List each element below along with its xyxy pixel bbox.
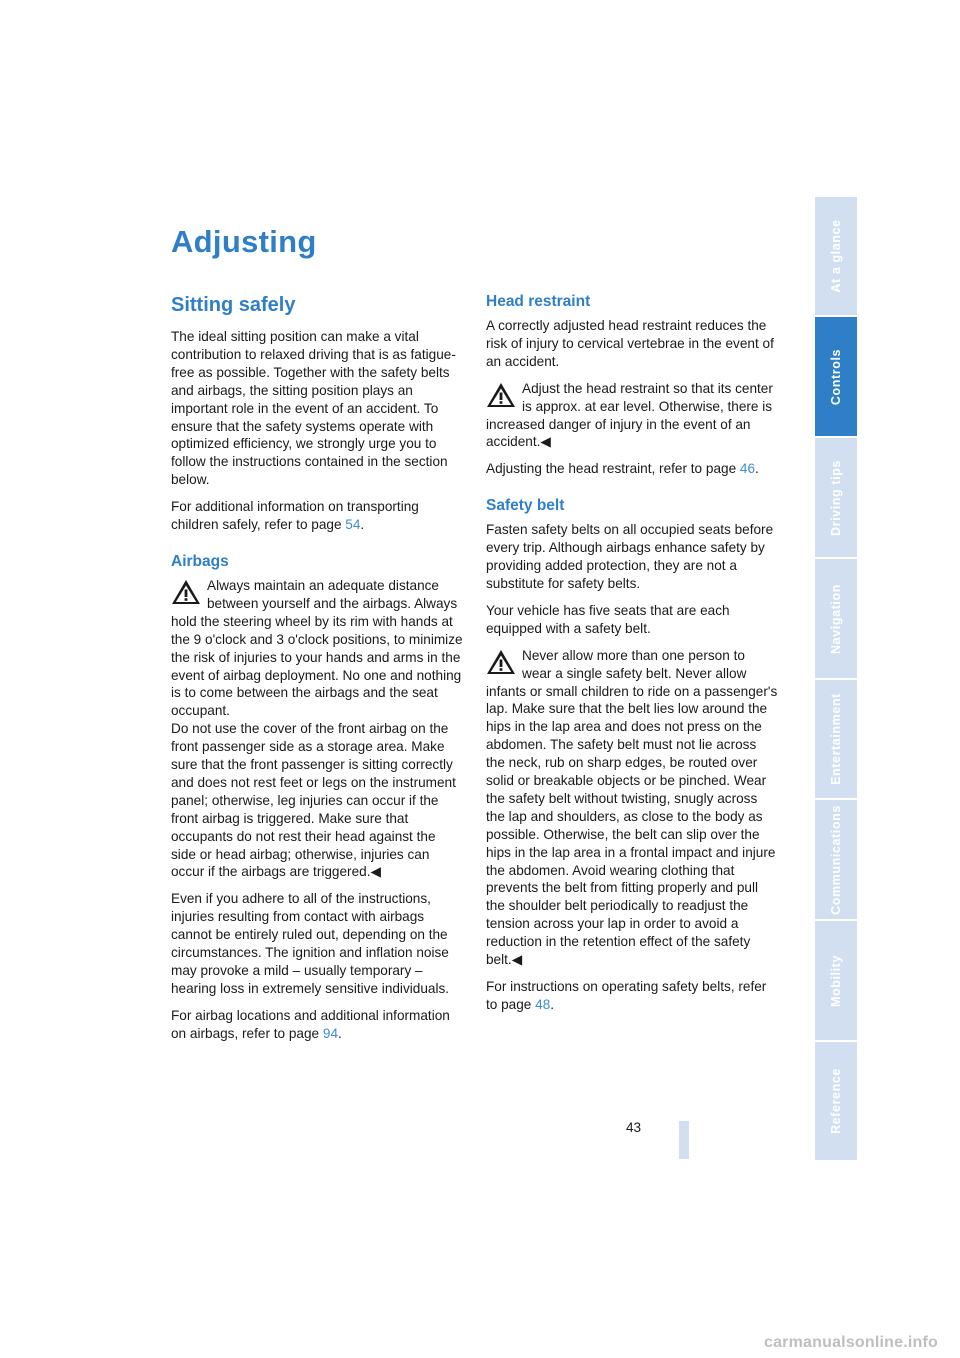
page-link-46[interactable]: 46 — [739, 461, 756, 477]
head-restraint-intro: A correctly adjusted head restraint reduces the risk of injury to cervical vertebrae in the event of an accident. — [486, 318, 774, 369]
page-link-48[interactable]: 48 — [535, 996, 551, 1012]
warning-triangle-icon — [171, 579, 201, 605]
chapter-sidebar — [815, 197, 857, 1160]
airbag-locations-paragraph: For airbag locations and additional information on airbags, refer to page 94. — [171, 1007, 450, 1041]
children-paragraph: For additional information on transporting children safely, refer to page 54. — [171, 499, 419, 533]
page-title: Adjusting — [171, 224, 317, 259]
page-number: 43 — [626, 1120, 642, 1135]
end-mark: ◀ — [370, 864, 381, 880]
warning-triangle-icon — [486, 382, 516, 408]
page-number-bar — [679, 1121, 689, 1159]
safety-belt-reference: For instructions on operating safety belts, refer to page 48. — [486, 979, 767, 1012]
section-title-sitting-safely: Sitting safely — [171, 294, 296, 316]
safety-belt-seats: Your vehicle has five seats that are each equipped with a safety belt. — [486, 602, 730, 636]
right-column — [486, 292, 778, 1023]
warning-triangle-icon — [486, 649, 516, 675]
airbag-warning — [171, 577, 463, 881]
subsection-title-head-restraint: Head restraint — [486, 293, 591, 310]
airbag-warning-text-2: Do not use the cover of the front airbag on the front passenger side as a storage area. Make sure that the front passenger is sitting correctly and does not rest feet or legs on the instrument panel; otherwise, leg injuries can occur if the front airbag is triggered. Make sure that occupants do not rest their head against the side or head airbag; otherwise, injuries can occur if the airbags are triggered. — [171, 721, 456, 880]
end-mark: ◀ — [540, 434, 551, 450]
subsection-title-safety-belt: Safety belt — [486, 497, 565, 515]
sidebar-tab-communications[interactable]: Communications — [815, 800, 857, 919]
head-restraint-warning — [486, 380, 778, 452]
sidebar-tab-at-a-glance[interactable]: At a glance — [815, 197, 857, 315]
airbag-warning-text-1: Always maintain an adequate distance between yourself and the airbags. Always hold the steering wheel by its rim with hands at the 9 o'clock and 3 o'clock positions, to minimize the risk of injuries to your hands and arms in the event of airbag deployment. No one and nothing is to come between the airbags and the seat occupant. — [171, 577, 463, 719]
sidebar-tab-entertainment[interactable]: Entertainment — [815, 680, 857, 798]
sidebar-tab-controls[interactable]: Controls — [815, 317, 857, 436]
head-restraint-warning-text: Adjust the head restraint so that its center is approx. at ear level. Otherwise, there is increased danger of injury in the event of an accident. — [486, 380, 773, 450]
safety-belt-intro: Fasten safety belts on all occupied seats before every trip. Although airbags enhance safety by providing added protection, they are not a substitute for safety belts. — [486, 522, 774, 591]
sidebar-tab-mobility[interactable]: Mobility — [815, 921, 857, 1040]
page-link-54[interactable]: 54 — [345, 517, 361, 533]
left-column — [171, 292, 463, 1052]
sidebar-tab-driving-tips[interactable]: Driving tips — [815, 438, 857, 557]
head-restraint-reference: Adjusting the head restraint, refer to page 46. — [486, 461, 759, 477]
safety-belt-warning — [486, 647, 778, 969]
subsection-title-airbags: Airbags — [171, 552, 229, 570]
page-link-94[interactable]: 94 — [322, 1025, 339, 1041]
sidebar-tab-navigation[interactable]: Navigation — [815, 559, 857, 678]
injuries-paragraph: Even if you adhere to all of the instructions, injuries resulting from contact with airbags cannot be entirely ruled out, depending on the circumstances. The ignition and inflation noise may provoke a mild – usually temporary – hearing loss in extremely sensitive individuals. — [171, 891, 450, 996]
safety-belt-warning-text: Never allow more than one person to wear a single safety belt. Never allow infants or small children to ride on a passenger's lap. Make sure that the belt lies low around the hips in the lap area and does not press on the abdomen. The safety belt must not lie across the neck, rub on sharp edges, be routed over solid or breakable objects or be pinched. Wear the safety belt without twisting, snugly across the lap and shoulders, as close to the body as possible. Otherwise, the belt can slip over the hips in the lap area in a frontal impact and injure the abdomen. Avoid wearing clothing that prevents the belt from fitting properly and pull the shoulder belt periodically to readjust the tension across your lap in order to avoid a reduction in the retention effect of the safety belt. — [486, 647, 778, 968]
intro-paragraph: The ideal sitting position can make a vital contribution to relaxed driving that is as fatigue-free as possible. Together with the safety belts and airbags, the sitting position plays an important role in the event of an accident. To ensure that the safety systems operate with optimized efficiency, we strongly urge you to follow the instructions contained in the section below. — [171, 329, 456, 488]
end-mark: ◀ — [511, 952, 523, 968]
sidebar-tab-reference[interactable]: Reference — [815, 1042, 857, 1160]
watermark: carmanualsonline.info — [763, 1334, 938, 1351]
